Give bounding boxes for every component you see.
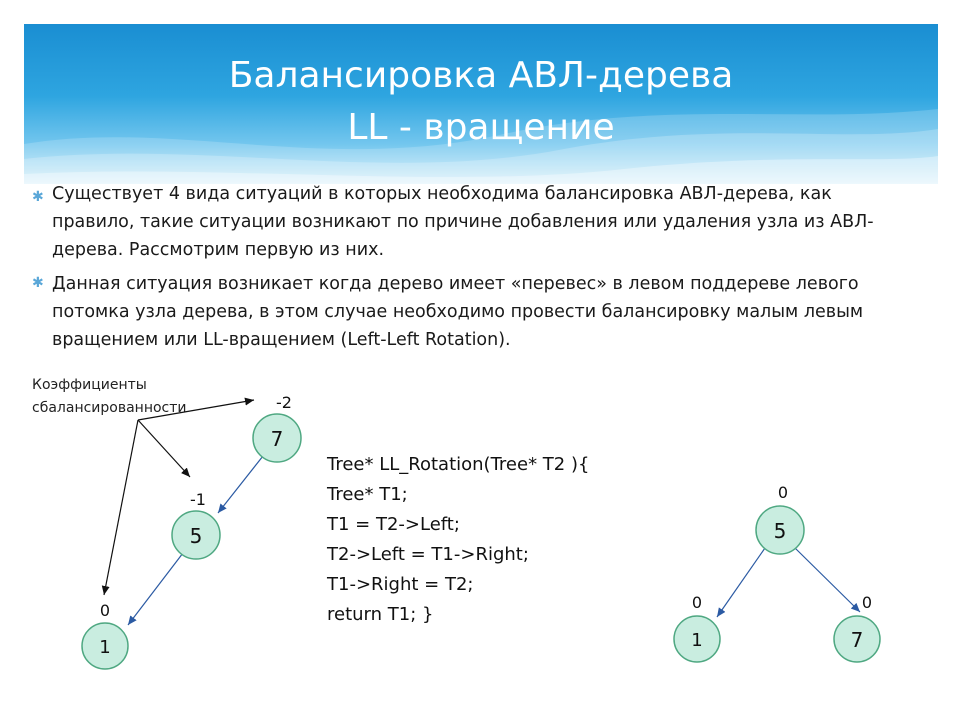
- balance-factor: -1: [190, 490, 206, 509]
- node-value: 5: [189, 524, 203, 548]
- balance-factor: 0: [861, 593, 873, 612]
- tree-edge: [795, 548, 860, 612]
- right-tree-left-node: [674, 616, 720, 662]
- balance-factor: 0: [691, 593, 703, 612]
- tree-edge: [218, 456, 263, 513]
- paragraph-situation: Данная ситуация возникает когда дерево имеет «перевес» в левом поддереве левого потомка узла дерева, в этом случае необходимо провести балансировку малым левым вращением или LL-вращением (Left-Left Rotation).: [52, 274, 864, 350]
- paragraph-intro: Существует 4 вида ситуаций в которых необходима балансировка АВЛ-дерева, как правило, такие ситуации возникают по причине добавления или удаления узла из АВЛ-дерева. Рассмотрим первую из них.: [52, 184, 874, 260]
- title-line-1: Балансировка АВЛ-дерева: [228, 55, 734, 96]
- left-tree-root-node: [253, 414, 301, 462]
- bullet-icon: ✱: [32, 189, 44, 205]
- code-line: T1->Right = T2;: [327, 574, 474, 595]
- title-line-2: LL - вращение: [347, 107, 615, 148]
- right-tree-root-node: [756, 506, 804, 554]
- balance-factor: -2: [276, 393, 292, 412]
- annotation-arrow: [138, 420, 190, 477]
- node-value: 5: [773, 519, 787, 543]
- code-line: Tree* T1;: [327, 484, 408, 505]
- right-tree-right-node: [834, 616, 880, 662]
- annotation-arrow: [104, 420, 138, 595]
- code-line: T1 = T2->Left;: [327, 514, 460, 535]
- node-value: 1: [99, 637, 111, 658]
- node-value: 7: [270, 427, 284, 451]
- annotation-label-line1: Коэффициенты: [32, 377, 147, 393]
- code-block: [327, 450, 589, 630]
- tree-edge: [128, 553, 183, 625]
- bullet-icon: ✱: [32, 275, 44, 291]
- balance-factor: 0: [99, 601, 111, 620]
- left-tree-middle-node: [172, 511, 220, 559]
- annotation-label-line2: сбалансированности: [32, 400, 187, 416]
- code-line: Tree* LL_Rotation(Tree* T2 ){: [327, 454, 590, 475]
- node-value: 1: [691, 630, 703, 651]
- code-line: T2->Left = T1->Right;: [327, 544, 529, 565]
- left-tree-leaf-node: [82, 623, 128, 669]
- balance-factor: 0: [777, 483, 789, 502]
- node-value: 7: [850, 628, 864, 652]
- code-line: return T1; }: [327, 604, 434, 625]
- tree-edge: [717, 548, 765, 617]
